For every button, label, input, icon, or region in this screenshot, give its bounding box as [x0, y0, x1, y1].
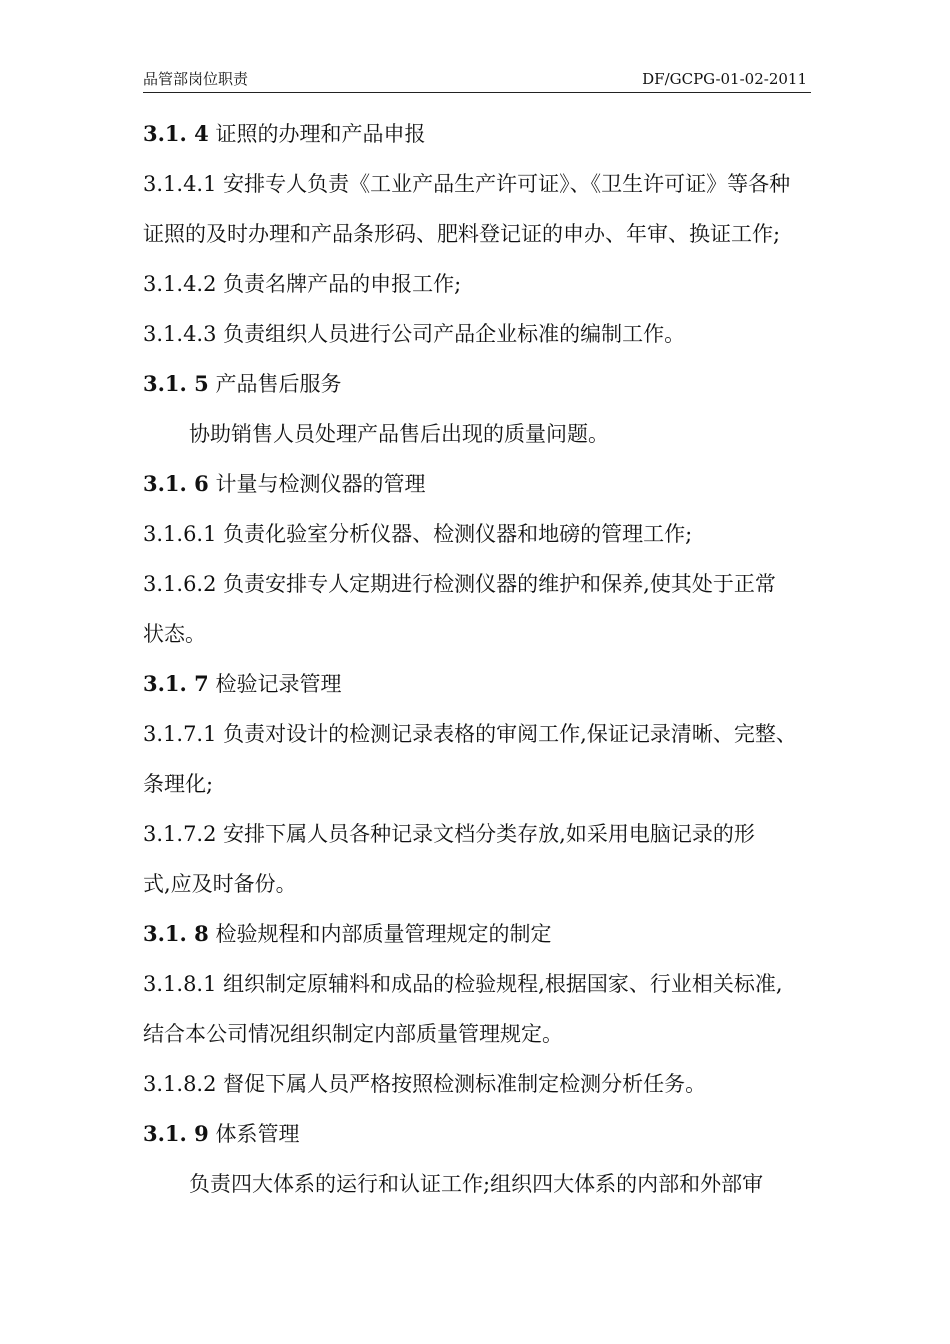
section-title: 检验记录管理 — [208, 672, 342, 696]
paragraph-line: 证照的及时办理和产品条形码、肥料登记证的申办、年审、换证工作; — [143, 222, 781, 246]
paragraph-line: 条理化; — [143, 772, 214, 796]
paragraph-line: 3.1.4.2 负责名牌产品的申报工作; — [143, 272, 462, 296]
section-title: 检验规程和内部质量管理规定的制定 — [208, 922, 552, 946]
section-title: 体系管理 — [208, 1122, 300, 1146]
paragraph-line: 负责四大体系的运行和认证工作;组织四大体系的内部和外部审 — [189, 1172, 764, 1196]
section-number: 3.1. 5 — [143, 371, 209, 396]
section-title: 证照的办理和产品申报 — [208, 122, 426, 146]
section-heading-3-1-4 — [143, 116, 811, 166]
section-number: 3.1. 8 — [143, 921, 209, 946]
paragraph-line: 3.1.6.2 负责安排专人定期进行检测仪器的维护和保养,使其处于正常 — [143, 572, 776, 596]
document-body — [143, 116, 811, 1216]
paragraph-line: 式,应及时备份。 — [143, 872, 297, 896]
paragraph-line: 结合本公司情况组织制定内部质量管理规定。 — [143, 1022, 563, 1046]
paragraph-line: 3.1.8.2 督促下属人员严格按照检测标准制定检测分析任务。 — [143, 1072, 707, 1096]
section-title: 产品售后服务 — [208, 372, 342, 396]
section-number: 3.1. 9 — [143, 1121, 209, 1146]
paragraph-line: 状态。 — [143, 622, 206, 646]
paragraph-line: 协助销售人员处理产品售后出现的质量问题。 — [189, 422, 609, 446]
section-heading-3-1-6 — [143, 466, 811, 516]
paragraph-line: 3.1.6.1 负责化验室分析仪器、检测仪器和地磅的管理工作; — [143, 522, 693, 546]
paragraph-line: 3.1.4.1 安排专人负责《工业产品生产许可证》、《卫生许可证》等各种 — [143, 172, 791, 196]
page-header — [143, 64, 811, 93]
section-heading-3-1-9 — [143, 1116, 811, 1166]
section-number: 3.1. 6 — [143, 471, 209, 496]
header-title: 品管部岗位职责 — [143, 70, 249, 88]
paragraph-line: 3.1.7.2 安排下属人员各种记录文档分类存放,如采用电脑记录的形 — [143, 822, 755, 846]
section-heading-3-1-8 — [143, 916, 811, 966]
paragraph-line: 3.1.8.1 组织制定原辅料和成品的检验规程,根据国家、行业相关标准, — [143, 972, 783, 996]
section-title: 计量与检测仪器的管理 — [208, 472, 426, 496]
section-heading-3-1-7 — [143, 666, 811, 716]
document-code: DF/GCPG-01-02-2011 — [642, 70, 807, 88]
paragraph-line: 3.1.7.1 负责对设计的检测记录表格的审阅工作,保证记录清晰、完整、 — [143, 722, 797, 746]
section-number: 3.1. 4 — [143, 121, 209, 146]
paragraph-line: 3.1.4.3 负责组织人员进行公司产品企业标准的编制工作。 — [143, 322, 686, 346]
section-heading-3-1-5 — [143, 366, 811, 416]
section-number: 3.1. 7 — [143, 671, 209, 696]
